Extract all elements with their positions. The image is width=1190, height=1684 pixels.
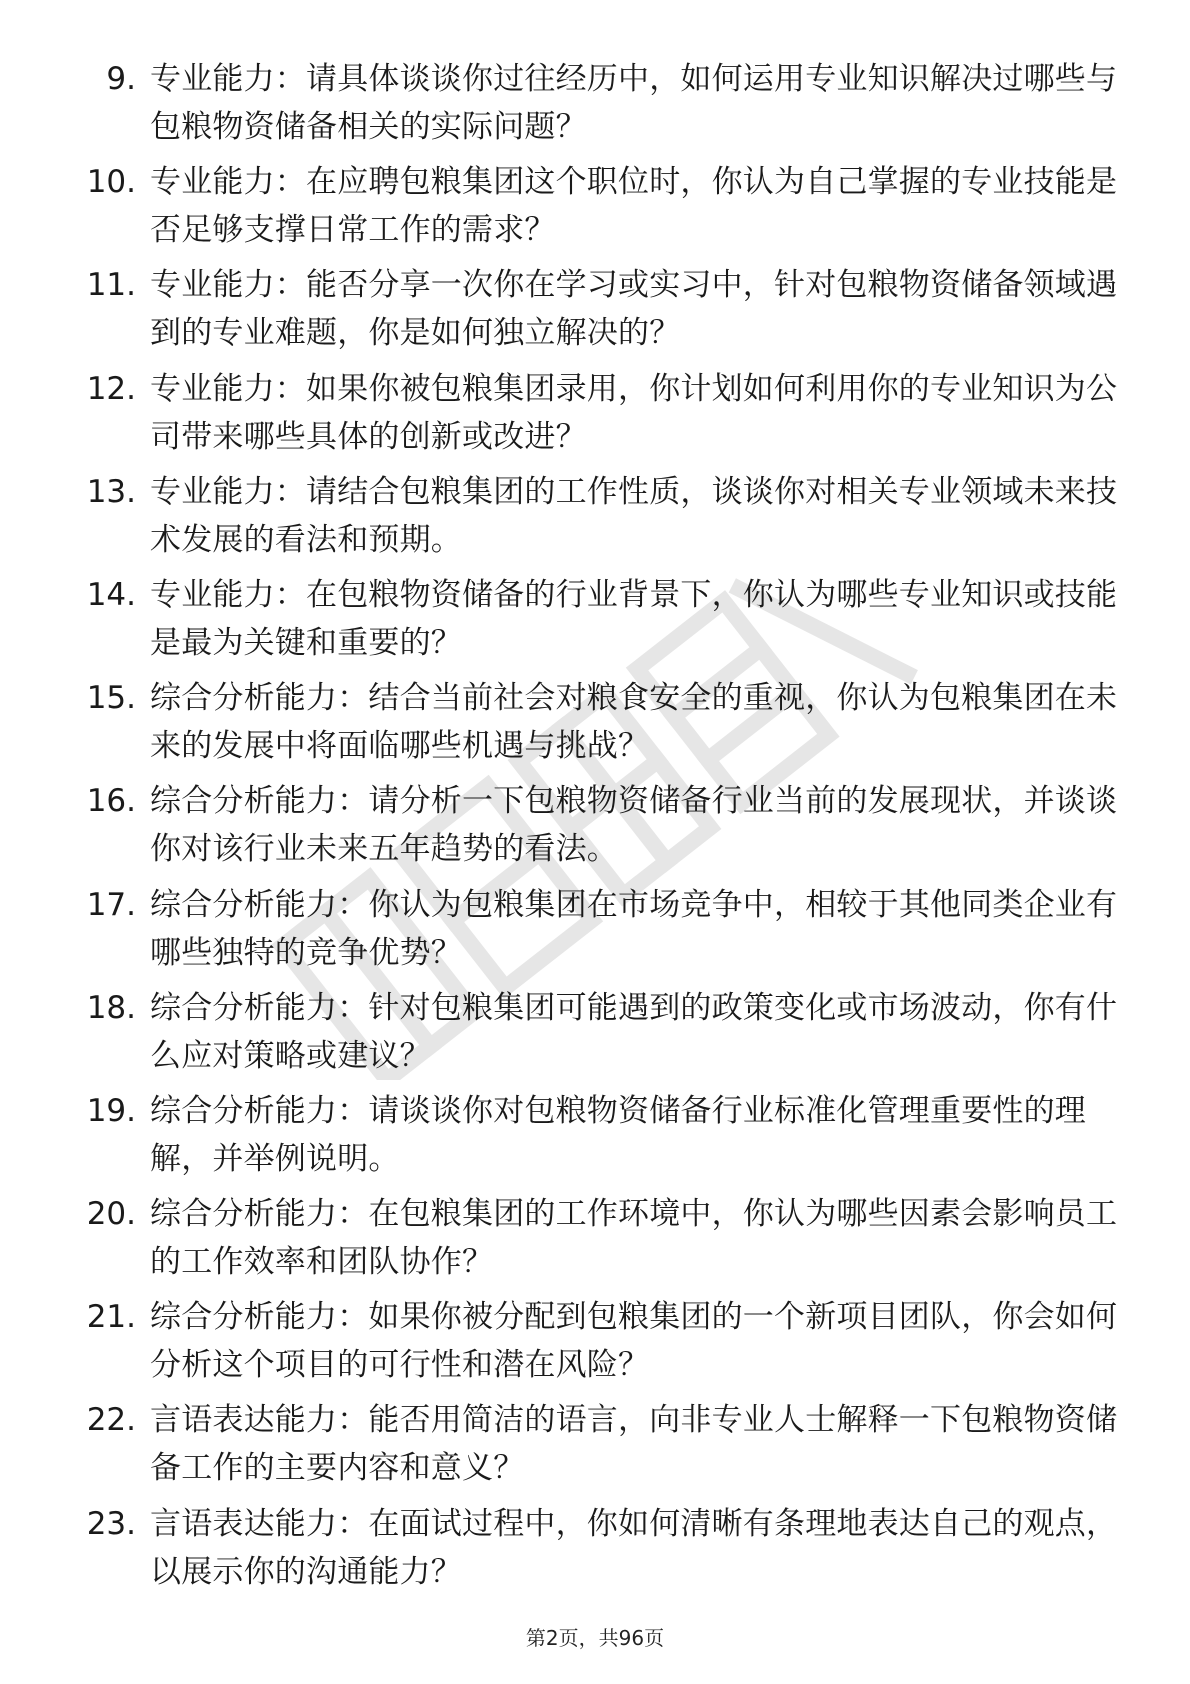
question-number: 13. (86, 473, 136, 510)
question-text: 专业能力：如果你被包粮集团录用，你计划如何利用你的专业知识为公司带来哪些具体的创新或改进？ (150, 370, 1118, 455)
question-text: 专业能力：在包粮物资储备的行业背景下，你认为哪些专业知识或技能是最为关键和重要的？ (150, 576, 1118, 661)
question-number: 22. (86, 1402, 136, 1439)
question-text: 言语表达能力：能否用简洁的语言，向非专业人士解释一下包粮物资储备工作的主要内容和意义？ (150, 1402, 1118, 1487)
question-number: 20. (86, 1196, 136, 1233)
question-text: 综合分析能力：如果你被分配到包粮集团的一个新项目团队，你会如何分析这个项目的可行性和潜在风险？ (150, 1299, 1118, 1384)
question-number: 23. (86, 1505, 136, 1542)
list-item (0, 1500, 1190, 1603)
question-text: 专业能力：请结合包粮集团的工作性质，谈谈你对相关专业领域未来技术发展的看法和预期。 (150, 473, 1118, 558)
question-text: 综合分析能力：结合当前社会对粮食安全的重视，你认为包粮集团在未来的发展中将面临哪些机遇与挑战？ (150, 680, 1118, 765)
question-text: 专业能力：在应聘包粮集团这个职位时，你认为自己掌握的专业技能是否足够支撑日常工作的需求？ (150, 164, 1118, 249)
list-item (0, 365, 1190, 468)
question-number: 10. (86, 164, 136, 201)
list-item (0, 1396, 1190, 1499)
question-number: 16. (86, 783, 136, 820)
question-text: 专业能力：能否分享一次你在学习或实习中，针对包粮物资储备领域遇到的专业难题，你是如何独立解决的？ (150, 267, 1118, 352)
question-list (0, 55, 1190, 1603)
list-item (0, 468, 1190, 571)
question-number: 12. (86, 370, 136, 407)
question-text: 综合分析能力：请谈谈你对包粮物资储备行业标准化管理重要性的理解，并举例说明。 (150, 1092, 1086, 1177)
question-number: 21. (86, 1299, 136, 1336)
question-text: 言语表达能力：在面试过程中，你如何清晰有条理地表达自己的观点，以展示你的沟通能力？ (150, 1505, 1118, 1590)
question-number: 17. (86, 886, 136, 923)
question-number: 19. (86, 1092, 136, 1129)
list-item (0, 674, 1190, 777)
page-footer (0, 1622, 1190, 1651)
list-item (0, 1190, 1190, 1293)
question-text: 综合分析能力：针对包粮集团可能遇到的政策变化或市场波动，你有什么应对策略或建议？ (150, 989, 1118, 1074)
list-item (0, 1087, 1190, 1190)
question-number: 14. (86, 576, 136, 613)
page-number: 第2页，共96页 (525, 1626, 665, 1650)
list-item (0, 881, 1190, 984)
question-number: 11. (86, 267, 136, 304)
list-item (0, 984, 1190, 1087)
list-item (0, 1293, 1190, 1396)
list-item (0, 261, 1190, 364)
list-item (0, 158, 1190, 261)
list-item (0, 571, 1190, 674)
question-text: 综合分析能力：请分析一下包粮物资储备行业当前的发展现状，并谈谈你对该行业未来五年趋势的看法。 (150, 783, 1118, 868)
question-text: 综合分析能力：在包粮集团的工作环境中，你认为哪些因素会影响员工的工作效率和团队协作？ (150, 1196, 1118, 1281)
question-text: 综合分析能力：你认为包粮集团在市场竞争中，相较于其他同类企业有哪些独特的竞争优势？ (150, 886, 1118, 971)
question-number: 18. (86, 989, 136, 1026)
question-number: 15. (86, 680, 136, 717)
question-text: 专业能力：请具体谈谈你过往经历中，如何运用专业知识解决过哪些与包粮物资储备相关的实际问题？ (150, 61, 1118, 145)
list-item (0, 777, 1190, 880)
question-number: 9. (106, 61, 136, 97)
list-item (0, 55, 1190, 158)
